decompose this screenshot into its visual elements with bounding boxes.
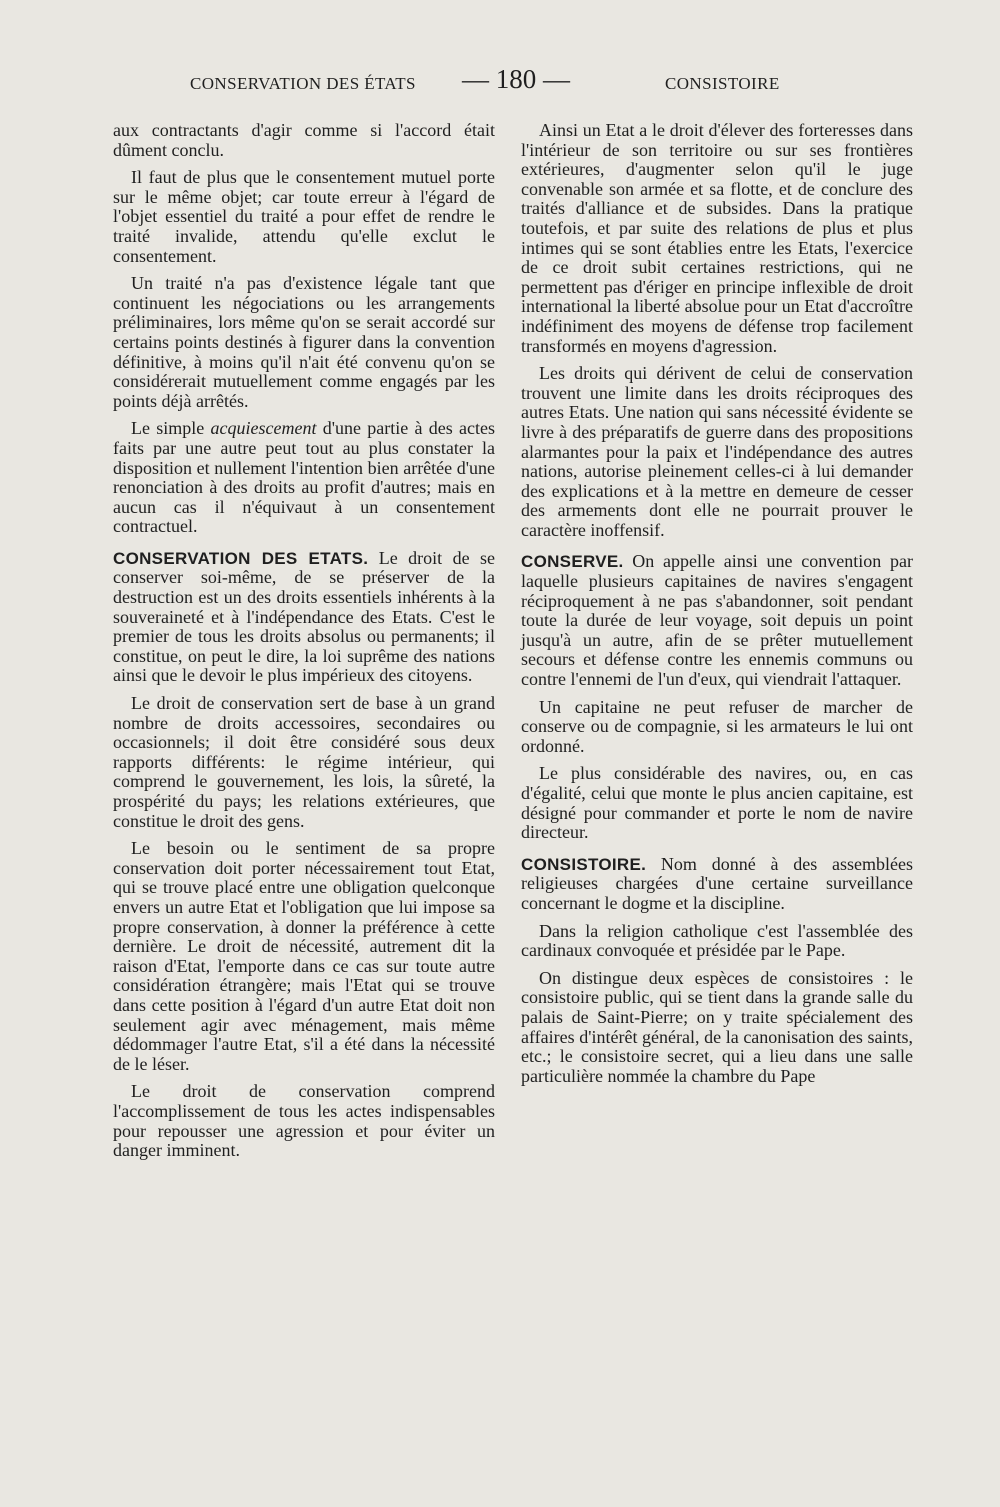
paragraph: Il faut de plus que le consentement mutuel porte sur le même objet; car toute erreur à l'égard de l'objet essentiel du traité a pour effet de rendre le traité invalide, attendu qu'elle exclut le consentement. [113, 167, 495, 266]
paragraph: Le droit de conservation sert de base à un grand nombre de droits accessoires, secondaires ou occasionnels; il doit être considéré sous deux rapports différents: le régime intérieur, qui comprend le gouvernement, les lois, la sûreté, la prospérité du pays; les relations extérieures, que constitue le droit des gens. [113, 693, 495, 831]
entry-headword: CONSERVE. [521, 552, 624, 572]
paragraph: aux contractants d'agir comme si l'accord était dûment conclu. [113, 120, 495, 160]
paragraph-text: d'une partie à des actes faits par une autre peut tout au plus constater la disposition et nullement l'intention bien arrêtée d'une renonciation à des droits au profit d'autres; mais en aucun cas il n'équivaut à un consentement contractuel. [113, 418, 495, 537]
running-header [0, 64, 1000, 98]
left-column [113, 121, 495, 1169]
paragraph: Le plus considérable des navires, ou, en cas d'égalité, celui que monte le plus ancien capitaine, est désigné pour commander et porte le nom de navire directeur. [521, 763, 913, 843]
paragraph: On distingue deux espèces de consistoires : le consistoire public, qui se tient dans la grande salle du palais de Saint-Pierre; on y traite spécialement des affaires d'intérêt général, de la canonisation des saints, etc.; le consistoire secret, qui a lieu dans une salle particulière nommée la chambre du Pape [521, 967, 913, 1086]
dictionary-entry [521, 552, 913, 689]
paragraph-text: Le simple [131, 418, 211, 439]
paragraph: Ainsi un Etat a le droit d'élever des forteresses dans l'intérieur de son territoire ou sur ses frontières extérieures, d'augmenter selon qu'il le juge convenable son armée et sa flotte, et de conclure des traités d'alliance et de subsides. Dans la pratique toutefois, et par suite des relations de plus et plus intimes qui se sont établies entre les Etats, l'exercice de ce droit subit certaines restrictions, qui ne permettent pas d'ériger en principe inflexible de droit international la liberté absolue pour un Etat d'accroître indéfiniment des moyens de défense trop facilement transformés en moyens d'agression. [521, 120, 913, 356]
entry-headword: CONSISTOIRE. [521, 854, 647, 874]
entry-text: On appelle ainsi une convention par laquelle plusieurs capitaines de navires s'engagent réciproquement à ne pas s'abandonner, soit pendant toute la durée de leur voyage, soit depuis un point jusqu'à un autre, afin de se prêter mutuellement secours et défense contre les ennemis communs ou contre l'ennemi de l'un d'eux, qui viendrait l'attaquer. [521, 551, 913, 690]
dictionary-entry [521, 855, 913, 914]
paragraph: Le droit de conservation comprend l'accomplissement de tous les actes indispensables pour repousser une agression et pour éviter un danger imminent. [113, 1081, 495, 1161]
paragraph: Dans la religion catholique c'est l'assemblée des cardinaux convoquée et présidée par le Pape. [521, 920, 913, 961]
paragraph [113, 419, 495, 537]
paragraph: Le besoin ou le sentiment de sa propre conservation doit porter nécessairement tout Etat, qui se trouve placé entre une obligation quelconque envers un autre Etat et l'obligation que lui impose sa propre conservation, à donner la préférence à cette dernière. Le droit de nécessité, autrement dit la raison d'Etat, l'emporte dans ce cas sur toute autre considération étrangère; mais l'Etat qui se trouve dans cette position à l'égard d'un autre Etat doit non seulement agir avec ménagement, mais même dédommager l'autre Etat, s'il a été dans la nécessité de le léser. [113, 838, 495, 1074]
paragraph: Un traité n'a pas d'existence légale tant que continuent les négociations ou les arrangements préliminaires, lors même qu'on se serait accordé sur certains points destinés à figurer dans la convention définitive, à moins qu'il n'ait été convenu qu'on se considérerait mutuellement comme engagés par les points déjà arrêtés. [113, 273, 495, 411]
header-right-entry: CONSISTOIRE [665, 74, 780, 93]
paragraph: Un capitaine ne peut refuser de marcher de conserve ou de compagnie, si les armateurs le lui ont ordonné. [521, 696, 913, 756]
paragraph: Les droits qui dérivent de celui de conservation trouvent une limite dans les droits réciproques des autres Etats. Une nation qui sans nécessité évidente se livre à des préparatifs de guerre dans des propositions alarmantes pour la paix et l'indépendance des autres nations, autorise pleinement celles-ci à lui demander des explications et à la mettre en demeure de cesser des armements dont elle ne pourrait prouver le caractère inoffensif. [521, 363, 913, 540]
dictionary-entry [113, 549, 495, 686]
right-column [521, 121, 913, 1094]
italic-term: acquiescement [210, 418, 317, 439]
page-number: — 180 — [462, 64, 570, 94]
entry-text: Le droit de se conserver soi-même, de se préserver de la destruction est un des droits essentiels inhérents à la souveraineté et à l'indépendance des Etats. C'est le premier de tous les droits absolus ou permanents; il constitue, on peut le dire, la loi suprême des nations ainsi que le devoir le plus impérieux des citoyens. [113, 547, 495, 686]
entry-text: Nom donné à des assemblées religieuses chargées d'une certaine surveillance concernant le dogme et la discipline. [521, 853, 913, 913]
entry-headword: CONSERVATION DES ETATS. [113, 548, 369, 568]
header-left-entry: CONSERVATION DES ÉTATS [190, 74, 416, 93]
